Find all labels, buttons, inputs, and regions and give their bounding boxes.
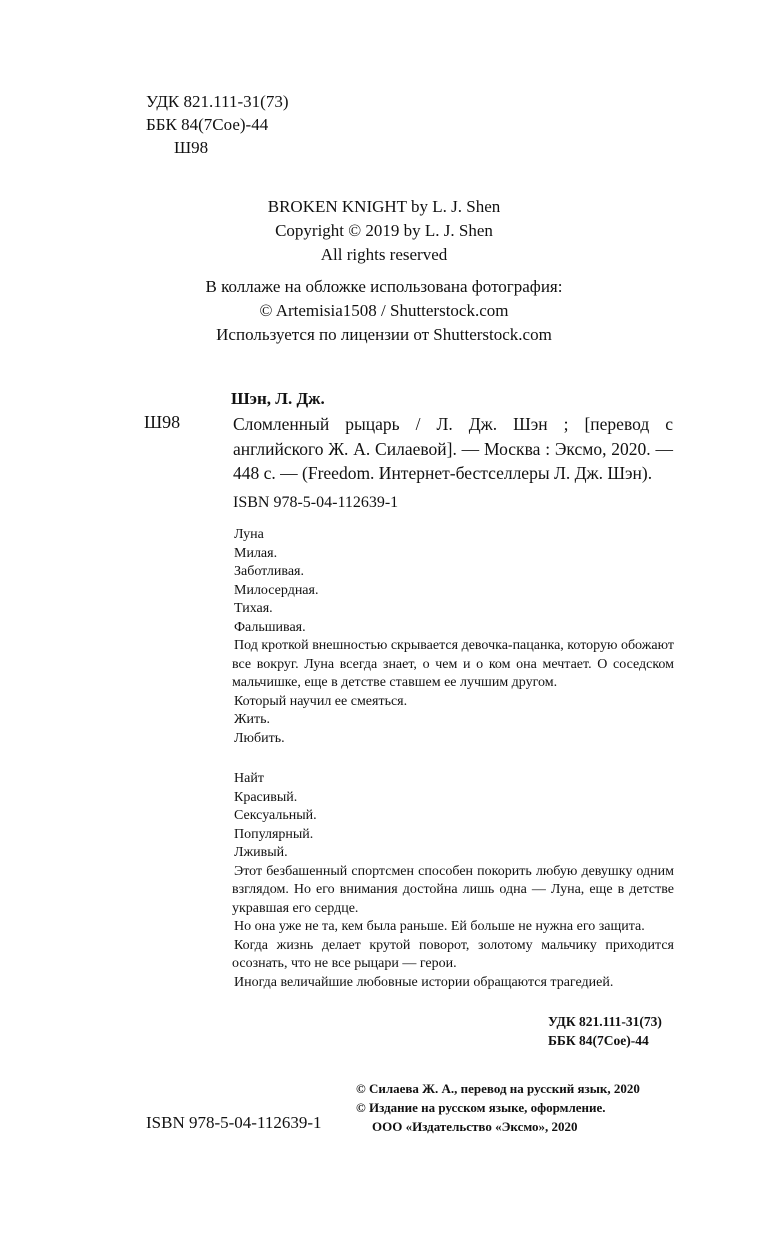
bib-description: Сломленный рыцарь / Л. Дж. Шэн ; [перевод с английского Ж. А. Силаевой]. — Москва : Эксмо, 2020. — 448 с. — (Freedom. Интернет-бестселлеры Л. Дж. Шэн). <box>233 414 673 483</box>
right-codes-block <box>548 1013 662 1050</box>
annotation-line: Найт <box>234 771 264 786</box>
copyright-block <box>0 195 768 267</box>
udk-code-right: УДК 821.111-31(73) <box>548 1014 662 1029</box>
annotation-line: Любить. <box>234 730 285 746</box>
bib-author: Шэн, Л. Дж. <box>231 389 325 408</box>
bib-code: Ш98 <box>144 412 181 432</box>
annotation-paragraph: Этот безбашенный спортсмен способен покорить любую девушку одним взглядом. Но его внимания достойна лишь одна — Луна, еще в детстве укравшая его сердце. <box>232 863 674 916</box>
annotation-line: Жить. <box>234 712 271 727</box>
bib-isbn: ISBN 978-5-04-112639-1 <box>233 494 399 511</box>
edition-copyright: © Издание на русском языке, оформление. <box>356 1100 606 1115</box>
annotation-paragraph: Под кроткой внешностью скрывается девочка-пацанка, которую обожают все вокруг. Луна всегда знает, о чем и о ком она мечтает. О соседском мальчишке, еще в детстве ставшем ее лучшим другом. <box>232 638 674 690</box>
copyright-line: Copyright © 2019 by L. J. Shen <box>275 221 493 240</box>
isbn-bottom: ISBN 978-5-04-112639-1 <box>146 1113 322 1132</box>
annotation-line: Который научил ее смеяться. <box>234 693 408 709</box>
annotation-line: Фальшивая. <box>234 619 306 635</box>
annotation-line: Луна <box>234 527 264 542</box>
annotation-closing: Иногда величайшие любовные истории обращаются трагедией. <box>234 974 614 990</box>
annotation-paragraph: Но она уже не та, кем была раньше. Ей больше не нужна его защита. <box>234 919 645 934</box>
original-title: BROKEN KNIGHT by L. J. Shen <box>267 197 501 216</box>
annotation <box>234 526 674 992</box>
translation-copyright: © Силаева Ж. А., перевод на русский язык, 2020 <box>356 1081 640 1096</box>
annotation-line: Лживый. <box>234 845 288 860</box>
annotation-line: Сексуальный. <box>234 808 317 823</box>
annotation-line: Красивый. <box>234 789 298 805</box>
rights-footer <box>356 1079 640 1136</box>
cover-credit-line-1: В коллаже на обложке использована фотография: <box>205 277 563 296</box>
rights-line: All rights reserved <box>320 245 448 264</box>
annotation-line: Милая. <box>234 545 278 561</box>
cover-credit-block <box>0 275 768 347</box>
annotation-line: Популярный. <box>234 826 314 842</box>
annotation-line: Тихая. <box>234 601 273 616</box>
annotation-paragraph: Когда жизнь делает крутой поворот, золотому мальчику приходится осознать, что не все рыцари — герои. <box>232 937 674 971</box>
udk-code: УДК 821.111-31(73) <box>146 92 289 111</box>
bbk-code: ББК 84(7Сое)-44 <box>146 115 269 134</box>
cover-credit-line-2: © Artemisia1508 / Shutterstock.com <box>259 301 509 320</box>
annotation-spacer <box>234 748 674 770</box>
classification-block <box>146 90 288 159</box>
author-mark: Ш98 <box>174 138 209 157</box>
publisher-copyright: ООО «Издательство «Эксмо», 2020 <box>372 1119 578 1134</box>
cover-credit-line-3: Используется по лицензии от Shutterstock.com <box>216 325 552 344</box>
bbk-code-right: ББК 84(7Сое)-44 <box>548 1032 649 1048</box>
annotation-line: Заботливая. <box>234 564 304 579</box>
annotation-line: Милосердная. <box>234 582 319 598</box>
